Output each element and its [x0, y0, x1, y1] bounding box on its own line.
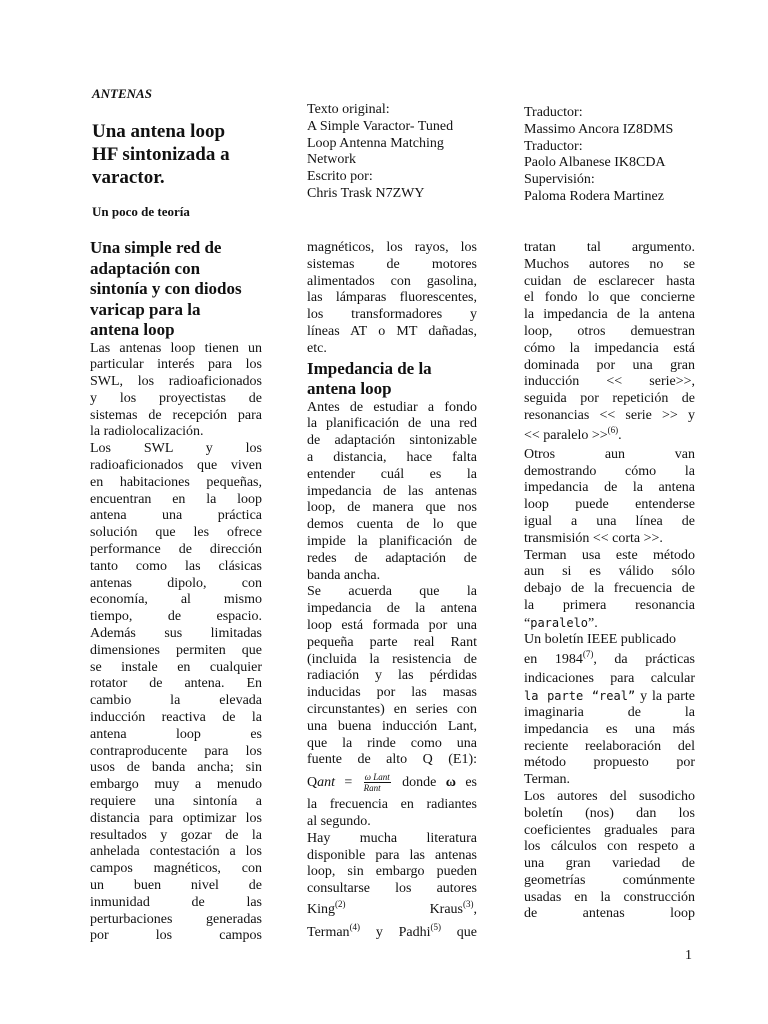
text-line: pequeña parte real Rant — [307, 634, 477, 650]
real-post: y la parte — [635, 689, 695, 705]
text-line: reciente reelaboración del — [524, 738, 695, 754]
quote-word: paralelo — [530, 615, 589, 630]
text-line: cuidan de esclarecer hasta — [524, 273, 695, 289]
text-line: imaginaria de la — [524, 704, 695, 720]
heading-line: sintonía y con diodos — [90, 279, 242, 298]
text-line: Otros aun van — [524, 446, 695, 462]
text-line: dominada por una gran — [524, 357, 695, 373]
text-line: igual a una línea de — [524, 513, 695, 529]
text-line: geometrías comúnmente — [524, 872, 695, 888]
column-2 — [307, 240, 477, 944]
column-3-body-b — [524, 447, 695, 615]
credit-line: Traductor: — [524, 105, 583, 120]
text-line: antena loop es — [90, 726, 262, 742]
text-line: loop está formada por una — [307, 617, 477, 633]
text-line: economía, al mismo — [90, 592, 262, 608]
text-line: Los SWL y los — [90, 441, 262, 457]
ref-king-sup: (2) — [335, 898, 346, 909]
text-line: Muchos autores no se — [524, 256, 695, 272]
paralelo-text: << paralelo >> — [524, 427, 608, 443]
text-line: a distancia, hace falta — [307, 449, 477, 465]
text-line: por los campos — [90, 928, 262, 944]
heading-line: antena loop — [90, 320, 175, 339]
ref-king: King — [307, 901, 335, 917]
text-line: Un boletín IEEE publicado — [524, 631, 677, 647]
column-3-body — [524, 240, 695, 425]
ref-padhi-sup: (5) — [430, 921, 442, 932]
text-line: boletín (nos) dan los — [524, 805, 695, 821]
credit-line: Loop Antenna Matching — [307, 135, 444, 151]
text-line: perturbaciones generadas — [90, 911, 262, 927]
text-line: en habitaciones pequeñas, — [90, 474, 262, 490]
text-line: banda ancha. — [307, 567, 381, 583]
text-line: inducidas por las masas — [307, 685, 477, 701]
paralelo-end: . — [618, 427, 622, 443]
text-line: resonancias << serie >> y — [524, 407, 695, 423]
text-line: se instale en cualquier — [90, 659, 262, 675]
text-line: tratan tal argumento. — [524, 240, 695, 255]
text-line: antena una práctica — [90, 508, 262, 524]
credit-line: Traductor: — [524, 138, 583, 154]
text-line: coeficientes graduales para — [524, 822, 695, 838]
text-line: cómo la impedancia está — [524, 340, 695, 356]
text-line: loop, de manera que nos — [307, 500, 477, 516]
text-line: Terman usa este método — [524, 547, 695, 563]
credit-line: Escrito por: — [307, 169, 373, 185]
quote-close: ”. — [588, 615, 598, 631]
text-line: al segundo. — [307, 813, 371, 829]
text-line: redes de adaptación de — [307, 550, 477, 566]
year-sup: (7) — [582, 649, 594, 660]
heading-line: adaptación con — [90, 258, 201, 278]
formula-text: donde — [392, 775, 446, 791]
text-line: los cálculos con respeto a — [524, 839, 695, 855]
column-3-body-e — [524, 705, 695, 923]
ref-y: y — [360, 924, 399, 940]
text-line: de adaptación sintonizable — [307, 433, 477, 449]
column-3-body-c — [524, 632, 695, 649]
text-line: distancia para optimizar los — [90, 810, 262, 826]
quote-open: “ — [524, 615, 531, 631]
credits-original — [307, 102, 477, 203]
text-line: magnéticos, los rayos, los — [307, 240, 477, 255]
ref-kraus-sup: (3) — [463, 898, 474, 909]
heading-line: antena loop — [307, 379, 392, 399]
text-line: las lámparas fluorescentes, — [307, 290, 477, 306]
column-3-body-d — [524, 671, 695, 688]
credit-line: Paloma Rodera Martinez — [524, 188, 664, 204]
text-line: embargo muy a menudo — [90, 777, 262, 793]
heading-line: Impedancia de la — [307, 358, 432, 378]
text-line: seguida por repetición de — [524, 391, 695, 407]
text-line: performance de dirección — [90, 542, 262, 558]
ref-kraus: Kraus — [429, 901, 463, 917]
text-line: (incluida la resistencia de — [307, 651, 477, 667]
text-line: un buen nivel de — [90, 878, 262, 893]
section-label: ANTENAS — [92, 86, 152, 101]
text-line: entender cuál es la — [307, 466, 477, 482]
text-line: encuentran en la loop — [90, 491, 262, 507]
text-line: antenas dipolo, con — [90, 575, 262, 591]
section-heading — [90, 238, 262, 341]
text-line: dimensiones permiten que — [90, 642, 262, 658]
text-line: los transformadores y — [307, 307, 477, 323]
heading-line: varicap para la — [90, 299, 201, 319]
formula-line — [307, 769, 477, 797]
title-line: Una antena loop — [92, 121, 226, 142]
text-line: contraproducente para los — [90, 743, 262, 759]
page-number: 1 — [685, 948, 692, 963]
text-line: solución que les ofrece — [90, 525, 262, 541]
refs-line — [307, 921, 477, 944]
text-line: impedancia de la antena — [307, 601, 477, 617]
text-line: inmunidad de las — [90, 894, 262, 910]
column-2-body — [307, 400, 477, 770]
text-line: tanto como las clásicas — [90, 558, 262, 574]
text-line: método propuesto por — [524, 755, 695, 771]
text-line: sistemas de recepción para — [90, 407, 262, 423]
formula-equals: = — [335, 775, 362, 791]
text-line: usos de banda ancha; sin — [90, 760, 262, 776]
text-line: Hay mucha literatura — [307, 830, 477, 846]
text-line: Los autores del susodicho — [524, 788, 695, 804]
column-2-top-text — [307, 240, 477, 358]
credit-line: Paolo Albanese IK8CDA — [524, 155, 666, 171]
credit-line: Supervisión: — [524, 172, 595, 188]
formula-q-sub: ant — [317, 775, 336, 791]
text-line: impedancia de las antenas — [307, 483, 477, 499]
text-line: inducción << serie>>, — [524, 374, 695, 390]
formula-omega: ω — [445, 775, 456, 791]
text-line: la primera resonancia — [524, 597, 695, 613]
text-line: loop, sin embargo pueden — [307, 864, 477, 880]
year-line — [524, 648, 695, 671]
text-line: transmisión << corta >>. — [524, 530, 663, 546]
text-line: la radiolocalización. — [90, 424, 204, 440]
text-line: anhelada contestación a los — [90, 844, 262, 860]
text-line: demostrando cómo la — [524, 463, 695, 479]
text-line: circunstantes) en series con — [307, 701, 477, 717]
title-line: varactor. — [92, 167, 165, 188]
formula-fraction — [364, 772, 391, 793]
text-line: una buena inducción Lant, — [307, 718, 477, 734]
credit-line: A Simple Varactor- Tuned — [307, 118, 454, 134]
text-line: radioaficionados que viven — [90, 458, 262, 474]
text-line: resultados y gozar de la — [90, 827, 262, 843]
paralelo-sup: (6) — [607, 424, 619, 435]
column-1 — [90, 238, 262, 945]
text-line: indicaciones para calcular — [524, 671, 695, 687]
column-2-body-b — [307, 797, 477, 898]
quote-line — [524, 615, 695, 632]
text-line: requiere una sintonía a — [90, 794, 262, 810]
real-mono: la parte “real” — [524, 689, 636, 704]
text-line: consultarse los autores — [307, 881, 477, 897]
refs-line: King$^{(2)}$ Kraus$^{(3)}$, — [307, 898, 477, 917]
text-line: cambio la elevada — [90, 693, 262, 709]
text-line: Además sus limitadas — [90, 626, 262, 642]
real-line — [524, 688, 695, 705]
text-line: líneas AT o MT dañadas, — [307, 323, 477, 339]
text-line: etc. — [307, 340, 327, 356]
text-line: loop, otros demuestran — [524, 323, 695, 339]
text-line: de antenas loop — [524, 906, 695, 922]
text-line: particular interés para los — [90, 357, 262, 373]
title-line: HF sintonizada a — [92, 144, 230, 165]
text-line: usadas en la construcción — [524, 889, 695, 905]
year-post: , da prácticas — [593, 652, 695, 668]
ref-terman: Terman — [307, 924, 350, 940]
paralelo-line — [524, 425, 695, 447]
formula-numerator: ω Lant — [364, 772, 390, 783]
formula-q: Q — [307, 775, 318, 791]
text-line: impedancia es una más — [524, 721, 695, 737]
credit-line: Network — [307, 152, 356, 168]
text-line: inducción reactiva de la — [90, 710, 262, 726]
text-line: la frecuencia en radiantes — [307, 797, 477, 813]
text-line: sistemas de motores — [307, 256, 477, 272]
text-line: la impedancia de la antena — [524, 307, 695, 323]
text-line: fuente de alto Q (E1): — [307, 752, 477, 768]
page-title — [92, 120, 282, 189]
text-line: la planificación de una red — [307, 416, 477, 432]
text-line: Terman. — [524, 772, 571, 788]
formula-denominator: Rant — [363, 783, 381, 794]
text-line: radiación y las pérdidas — [307, 668, 477, 684]
ref-padhi: Padhi — [398, 924, 431, 940]
text-line: el fondo lo que concierne — [524, 290, 695, 306]
text-line: una gran variedad de — [524, 856, 695, 872]
heading-line: Una simple red de — [90, 238, 222, 257]
credit-line: Texto original: — [307, 102, 390, 117]
text-line: demos cuenta de lo que — [307, 517, 477, 533]
text-line: Se acuerda que la — [307, 584, 477, 600]
credit-line: Massimo Ancora IZ8DMS — [524, 121, 674, 137]
text-line: disponible para las antenas — [307, 847, 477, 863]
text-line: SWL, los radioaficionados — [90, 374, 262, 390]
text-line: Antes de estudiar a fondo — [307, 399, 477, 415]
credits-translation — [524, 105, 695, 206]
column-3 — [524, 240, 695, 923]
subtitle: Un poco de teoría — [92, 204, 190, 219]
text-line: impedancia de la antena — [524, 480, 695, 496]
text-line: Las antenas loop tienen un — [90, 340, 262, 356]
formula-tail: es — [455, 775, 477, 791]
text-line: campos magnéticos, con — [90, 861, 262, 877]
text-line: debajo de la frecuencia de — [524, 581, 695, 597]
ref-que: que — [441, 924, 477, 940]
text-line: alimentados con gasolina, — [307, 273, 477, 289]
text-line: rotator de antena. En — [90, 676, 262, 692]
section-heading — [307, 359, 477, 400]
text-line: loop puede entenderse — [524, 497, 695, 513]
credit-line: Chris Trask N7ZWY — [307, 185, 425, 201]
text-line: tiempo, de espacio. — [90, 609, 262, 625]
text-line: que la rinde como una — [307, 735, 477, 751]
text-line: y los proyectistas de — [90, 390, 262, 406]
text-line: impide la planificación de — [307, 533, 477, 549]
year-pre: en 1984 — [524, 652, 583, 668]
text-line: aun si es válido sólo — [524, 564, 695, 580]
ref-terman-sup: (4) — [349, 921, 361, 932]
column-1-body — [90, 341, 262, 946]
